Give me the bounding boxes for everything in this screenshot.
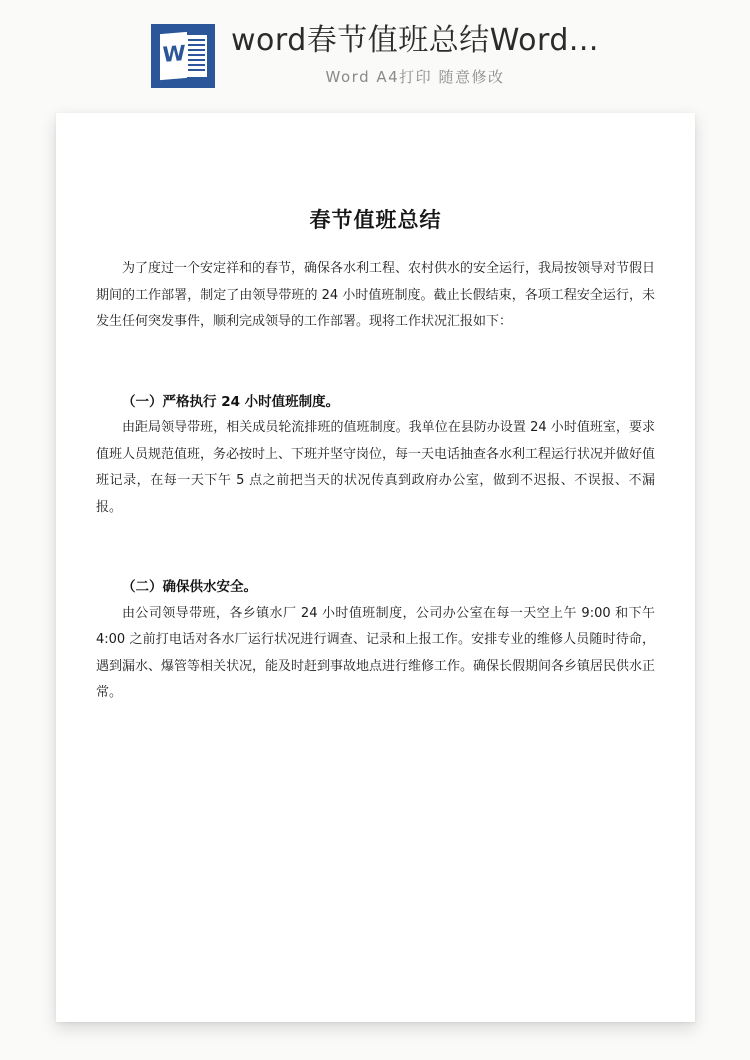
document-paragraph: 由距局领导带班，相关成员轮流排班的值班制度。我单位在县防办设置 24 小时值班室，要求值班人员规范值班，务必按时上、下班并坚守岗位，每一天电话抽查各水利工程运行状况并做好值班记录，在每一天下午 5 点之前把当天的状况传真到政府办公室，做到不迟报、不误报、不漏报。 bbox=[96, 420, 656, 515]
word-app-icon bbox=[151, 24, 215, 88]
document-section-heading: （一）严格执行 24 小时值班制度。 bbox=[122, 393, 340, 410]
document-title: 春节值班总结 bbox=[309, 208, 442, 232]
icon-letter-w: W bbox=[162, 40, 186, 68]
document-section-heading: （二）确保供水安全。 bbox=[122, 579, 257, 595]
document-page bbox=[56, 113, 695, 1022]
header-text-group bbox=[231, 22, 599, 89]
document-file-subtitle: Word A4打印 随意修改 bbox=[325, 68, 505, 86]
document-file-title: word春节值班总结Word... bbox=[231, 23, 599, 58]
header-inner bbox=[151, 22, 599, 89]
icon-document-lines bbox=[188, 39, 205, 73]
document-paragraph: 为了度过一个安定祥和的春节，确保各水利工程、农村供水的安全运行，我局按领导对节假日期间的工作部署，制定了由领导带班的 24 小时值班制度。截止长假结束，各项工程安全运行，未发生任何突发事件，顺利完成领导的工作部署。现将工作状况汇报如下： bbox=[96, 261, 656, 329]
document-paragraph: 由公司领导带班，各乡镇水厂 24 小时值班制度，公司办公室在每一天空上午 9:00 和下午 4:00 之前打电话对各水厂运行状况进行调查、记录和上报工作。安排专业的维修人员随时待命，遇到漏水、爆管等相关状况，能及时赶到事故地点进行维修工作。确保长假期间各乡镇居民供水正常。 bbox=[96, 605, 656, 700]
preview-header bbox=[0, 0, 750, 113]
